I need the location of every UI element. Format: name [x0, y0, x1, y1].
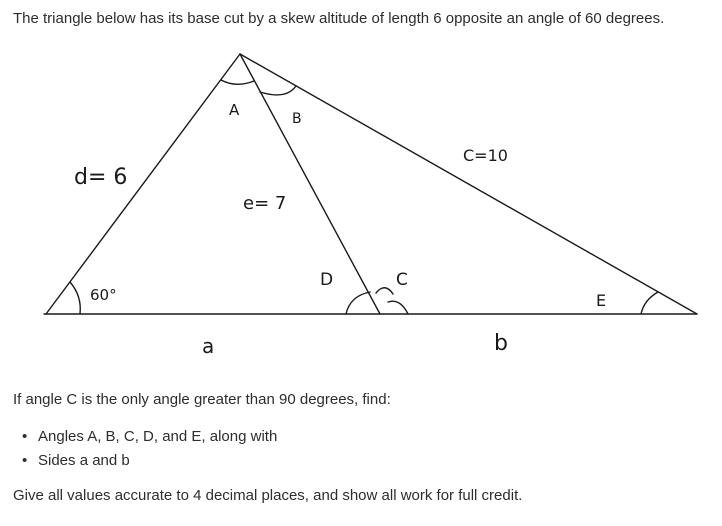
- label-angle-d: D: [320, 270, 334, 290]
- task-item-angles: • Angles A, B, C, D, and E, along with: [22, 425, 277, 449]
- instructions-text: Give all values accurate to 4 decimal places, and show all work for full credit.: [13, 487, 523, 504]
- problem-intro: The triangle below has its base cut by a skew altitude of length 6 opposite an angle of 60 degrees.: [13, 10, 665, 27]
- angle-arc-c: [376, 288, 408, 314]
- label-angle-60: 60°: [90, 286, 117, 304]
- label-side-e: e= 7: [243, 193, 287, 214]
- angle-arc-d: [346, 292, 370, 314]
- label-angle-a: A: [229, 101, 240, 119]
- triangle-figure: [0, 38, 722, 368]
- angle-arc-e: [641, 292, 658, 314]
- label-angle-c: C: [396, 270, 408, 290]
- label-side-b: b: [494, 331, 508, 356]
- task-list: [22, 425, 277, 473]
- angle-arc-a: [221, 80, 254, 84]
- angle-arc-60: [70, 282, 80, 314]
- label-angle-b: B: [292, 111, 302, 127]
- label-side-c: C=10: [463, 146, 508, 165]
- triangle-diagram: [0, 38, 722, 368]
- angle-arc-b: [260, 86, 296, 95]
- label-side-d: d= 6: [74, 165, 128, 190]
- task-item-sides: • Sides a and b: [22, 449, 277, 473]
- label-angle-e: E: [596, 291, 607, 310]
- question-text: If angle C is the only angle greater than 90 degrees, find:: [13, 391, 391, 408]
- label-side-a: a: [202, 334, 215, 358]
- right-side: [240, 54, 697, 314]
